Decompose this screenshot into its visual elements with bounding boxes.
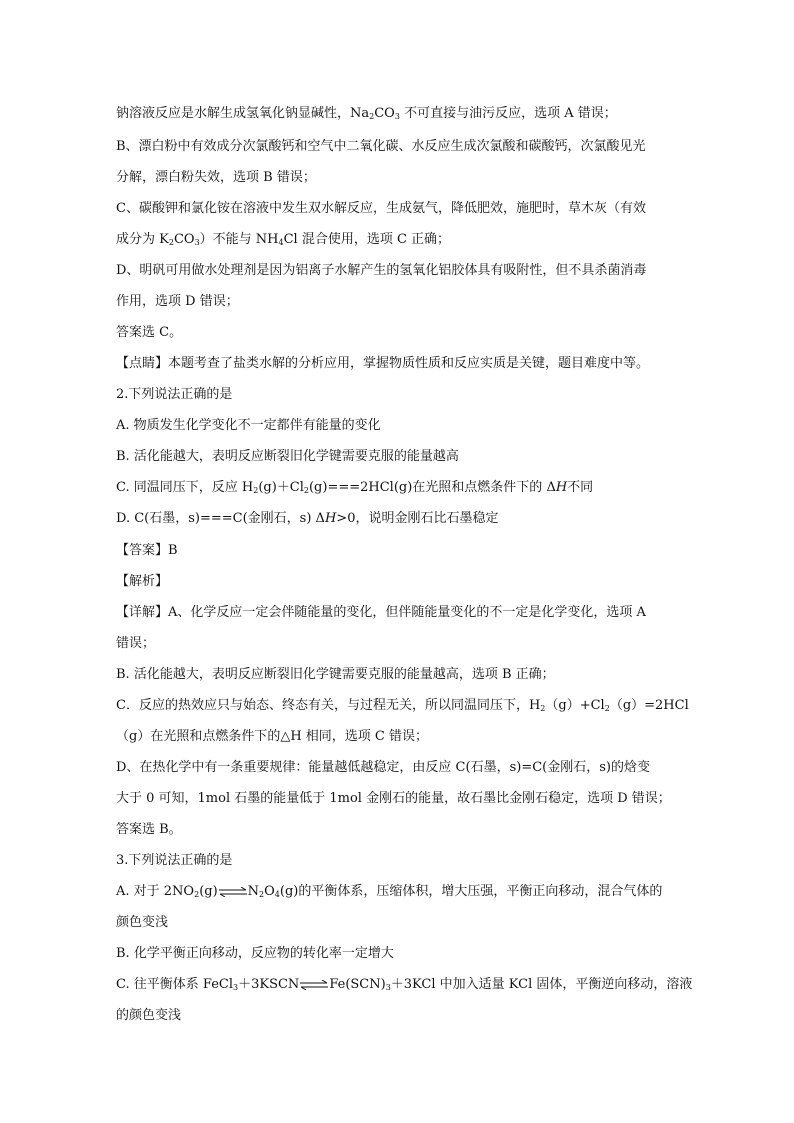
analysis-heading: 【解析】 xyxy=(116,574,169,589)
option-c: C. 往平衡体系 FeCl$_3$＋3KSCN $Fe(SCN)_3+3KCl$ 中加入适量 KCl 固体，平衡逆向移动，溶液 xyxy=(116,977,693,992)
text-line: B、漂白粉中有效成分次氯酸钙和空气中二氧化碳、水反应生成次氯酸和碳酸钙，次氯酸见光 xyxy=(116,139,646,154)
equilibrium-arrow-icon xyxy=(218,887,248,897)
question-2-title: 2.下列说法正确的是 xyxy=(116,387,233,402)
text-line: 答案选 C。 xyxy=(116,325,183,340)
text-line: （g）在光照和点燃条件下的△H 相同，选项 C 错误； xyxy=(116,729,429,744)
option-c: C. 同温同压下，反应 $H_2(g)+Cl_2(g)===2HCl(g)$在光照和点燃条件下的 ΔH不同 xyxy=(116,480,594,495)
text-line: C、碳酸钾和氯化铵在溶液中发生双水解反应，生成氨气，降低肥效，施肥时，草木灰（有效 xyxy=(116,201,646,216)
text-line: 颜色变浅 xyxy=(116,915,169,930)
text-line: 答案选 B。 xyxy=(116,822,182,837)
answer-line: 【答案】B xyxy=(116,543,178,558)
option-b: B. 化学平衡正向移动，反应物的转化率一定增大 xyxy=(116,946,394,961)
question-3-title: 3.下列说法正确的是 xyxy=(116,853,233,868)
option-b: B. 活化能越大，表明反应断裂旧化学键需要克服的能量越高 xyxy=(116,449,459,464)
text-line: 错误； xyxy=(116,636,156,651)
text-line: D、明矾可用做水处理剂是因为铝离子水解产生的氢氧化铝胶体具有吸附性，但不具杀菌消毒 xyxy=(116,263,647,278)
text-line: 大于 0 可知，1mol 石墨的能量低于 1mol 金刚石的能量，故石墨比金刚石稳定，选项 D 错误； xyxy=(116,791,671,806)
equilibrium-arrow-icon xyxy=(299,980,329,990)
text-line: D、在热化学中有一条重要规律：能量越低越稳定，由反应 C(石墨，s)=C(金刚石，s)的焓变 xyxy=(116,760,650,775)
text-line: B. 活化能越大，表明反应断裂旧化学键需要克服的能量越高，选项 B 正确； xyxy=(116,667,555,682)
text-line: C．反应的热效应只与始态、终态有关，与过程无关，所以同温同压下，$H_2(g)+Cl_2(g)=2HCl$ xyxy=(116,698,689,713)
text-line: 作用，选项 D 错误； xyxy=(116,294,239,309)
text-line: 钠溶液反应是水解生成氢氧化钠显碱性，$Na_2CO_3$ 不可直接与油污反应，选项 A 错误； xyxy=(116,106,617,121)
text-line: 分解，漂白粉失效，选项 B 错误； xyxy=(116,170,316,185)
option-d: D. C(石墨，s)===C(金刚石，s) ΔH>0，说明金刚石比石墨稳定 xyxy=(116,511,499,526)
text-line: 【点睛】本题考查了盐类水解的分析应用，掌握物质性质和反应实质是关键，题目难度中等。 xyxy=(116,356,650,371)
text-line: 【详解】A、化学反应一定会伴随能量的变化，但伴随能量变化的不一定是化学变化，选项 A xyxy=(116,605,646,620)
text-line: 成分为 $K_2CO_3$）不能与 $NH_4Cl$ 混合使用，选项 C 正确； xyxy=(116,232,451,247)
option-a: A. 物质发生化学变化不一定都伴有能量的变化 xyxy=(116,418,381,433)
text-line: 的颜色变浅 xyxy=(116,1008,182,1023)
option-a: A. 对于 $2NO_2(g)$ $N_2O_4(g)$的平衡体系，压缩体积，增大压强，平衡正向移动，混合气体的 xyxy=(116,884,663,899)
